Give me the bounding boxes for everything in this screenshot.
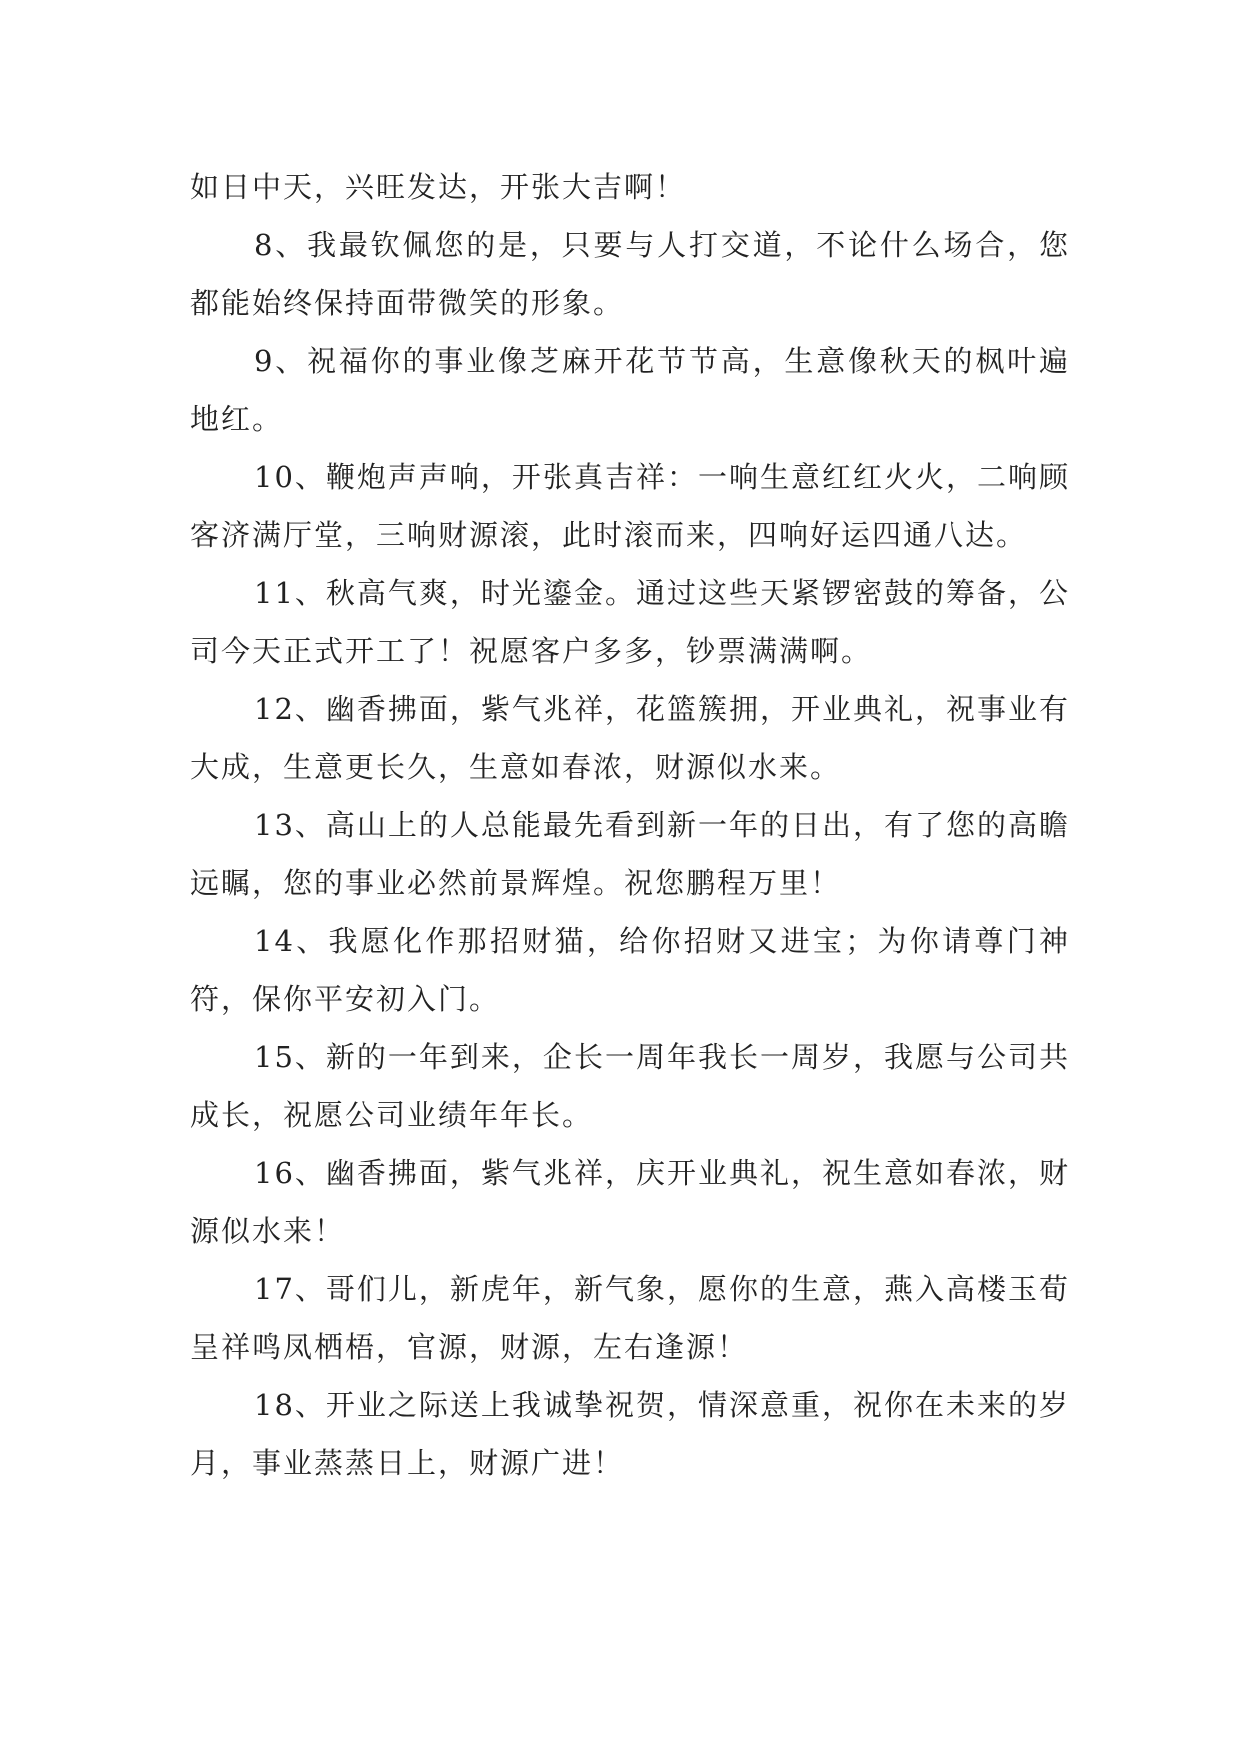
paragraph-item-16: 16、幽香拂面，紫气兆祥，庆开业典礼，祝生意如春浓，财源似水来！: [190, 1156, 1070, 1248]
paragraph-item-11: 11、秋高气爽，时光鎏金。通过这些天紧锣密鼓的筹备，公司今天正式开工了！祝愿客户多多，钞票满满啊。: [190, 576, 1070, 668]
paragraph-item-9: 9、祝福你的事业像芝麻开花节节高，生意像秋天的枫叶遍地红。: [190, 344, 1070, 436]
paragraph-item-13: 13、高山上的人总能最先看到新一年的日出，有了您的高瞻远瞩，您的事业必然前景辉煌。祝您鹏程万里！: [190, 808, 1070, 900]
paragraph-item-8: 8、我最钦佩您的是，只要与人打交道，不论什么场合，您都能始终保持面带微笑的形象。: [190, 228, 1070, 320]
paragraph-item-12: 12、幽香拂面，紫气兆祥，花篮簇拥，开业典礼，祝事业有大成，生意更长久，生意如春浓，财源似水来。: [190, 692, 1070, 784]
paragraph-item-15: 15、新的一年到来，企长一周年我长一周岁，我愿与公司共成长，祝愿公司业绩年年长。: [190, 1040, 1070, 1132]
document-body: [190, 158, 1070, 1492]
paragraph-item-18: 18、开业之际送上我诚挚祝贺，情深意重，祝你在未来的岁月，事业蒸蒸日上，财源广进！: [190, 1388, 1070, 1480]
paragraph-item-14: 14、我愿化作那招财猫，给你招财又进宝；为你请尊门神符，保你平安初入门。: [190, 924, 1070, 1016]
paragraph-item-10: 10、鞭炮声声响，开张真吉祥：一响生意红红火火，二响顾客济满厅堂，三响财源滚，此时滚而来，四响好运四通八达。: [190, 460, 1070, 552]
paragraph-continuation: 如日中天，兴旺发达，开张大吉啊！: [190, 170, 687, 204]
paragraph-item-17: 17、哥们儿，新虎年，新气象，愿你的生意，燕入高楼玉荀呈祥鸣凤栖梧，官源，财源，左右逢源！: [190, 1272, 1070, 1364]
